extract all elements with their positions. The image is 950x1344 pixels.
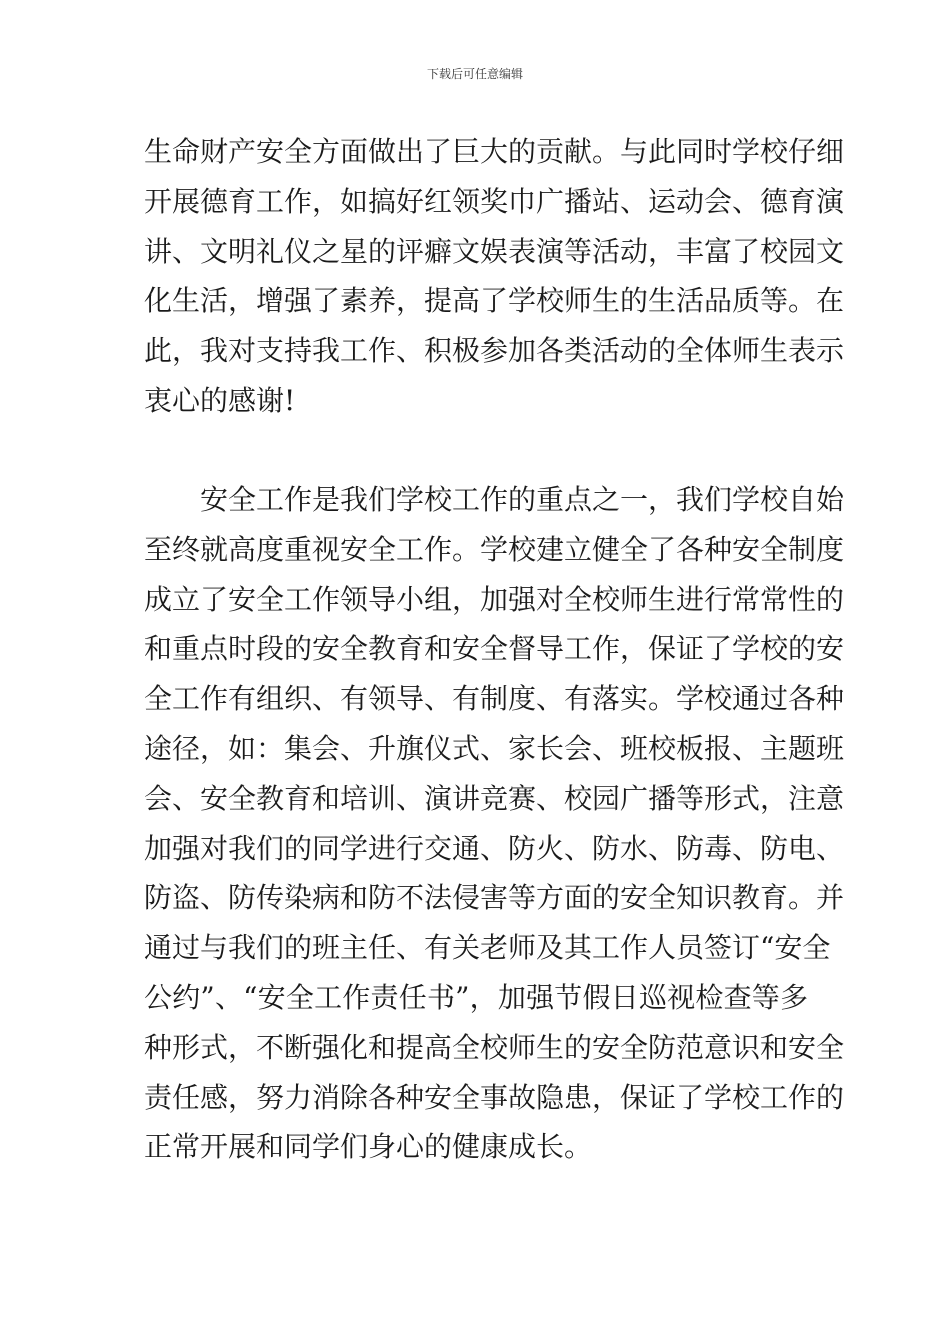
paragraph-line: 开展德育工作，如搞好红领奖巾广播站、运动会、德育演 xyxy=(144,184,845,218)
paragraph-line: 公约”、“安全工作责任书”，加强节假日巡视检查等多 xyxy=(144,980,808,1014)
paragraph-line: 责任感，努力消除各种安全事故隐患，保证了学校工作的 xyxy=(144,1080,845,1114)
paragraph-line: 和重点时段的安全教育和安全督导工作，保证了学校的安 xyxy=(144,632,845,666)
paragraph-line: 加强对我们的同学进行交通、防火、防水、防毒、防电、 xyxy=(144,831,845,865)
paragraph-line: 化生活，增强了素养，提高了学校师生的生活品质等。在 xyxy=(144,284,845,318)
paragraph-line: 途径，如：集会、升旗仪式、家长会、班校板报、主题班 xyxy=(144,731,845,765)
paragraph-line: 衷心的感谢! xyxy=(144,383,296,417)
paragraph-line: 防盗、防传染病和防不法侵害等方面的安全知识教育。并 xyxy=(144,881,845,915)
paragraph-line: 生命财产安全方面做出了巨大的贡献。与此同时学校仔细 xyxy=(144,135,845,168)
paragraph-line: 正常开展和同学们身心的健康成长。 xyxy=(144,1130,593,1164)
paragraph-line: 通过与我们的班主任、有关老师及其工作人员签订“安全 xyxy=(144,931,831,965)
paragraph-line: 安全工作是我们学校工作的重点之一，我们学校自始 xyxy=(200,483,845,516)
paragraph-line: 全工作有组织、有领导、有制度、有落实。学校通过各种 xyxy=(144,682,845,716)
paragraph-1 xyxy=(144,127,845,426)
page-header: 下载后可任意编辑 xyxy=(426,67,523,81)
paragraph-line: 成立了安全工作领导小组，加强对全校师生进行常常性的 xyxy=(144,582,845,616)
paragraph-line: 种形式，不断强化和提高全校师生的安全防范意识和安全 xyxy=(144,1030,845,1064)
paragraph-line: 讲、文明礼仪之星的评癖文娱表演等活动，丰富了校园文 xyxy=(144,234,845,268)
paragraph-line: 会、安全教育和培训、演讲竞赛、校园广播等形式，注意 xyxy=(144,781,845,815)
paragraph-line: 至终就高度重视安全工作。学校建立健全了各种安全制度 xyxy=(144,532,845,566)
paragraph-2 xyxy=(144,475,845,1172)
paragraph-line: 此，我对支持我工作、积极参加各类活动的全体师生表示 xyxy=(144,334,845,368)
